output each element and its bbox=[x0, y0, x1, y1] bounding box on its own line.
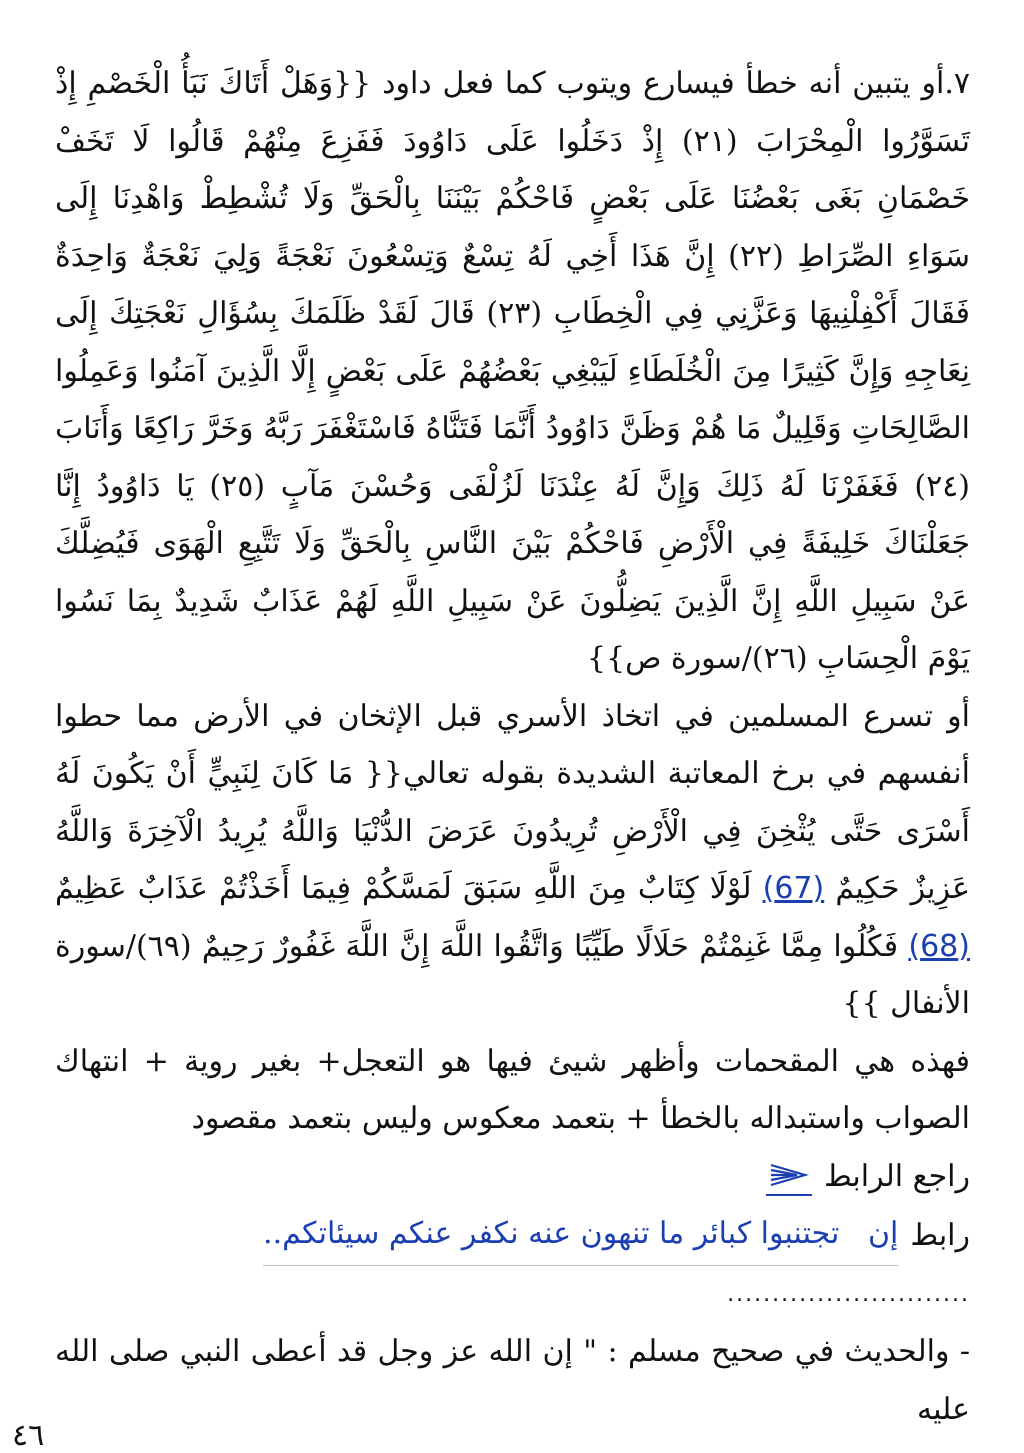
document-body bbox=[55, 55, 970, 1438]
anfal-intro: أو تسرع المسلمين في اتخاذ الأسري قبل الإثخان في الأرض مما حطوا أنفسهم في برخ المعاتبة الشديدة بقوله تعالي{{ bbox=[55, 698, 970, 791]
review-link-row bbox=[55, 1148, 970, 1206]
verse-link-prefix: إن bbox=[867, 1216, 899, 1251]
verse-ref-68-link[interactable]: (68) bbox=[908, 928, 970, 964]
verse-67: مَا كَانَ لِنَبِيٍّ أَنْ يَكُونَ لَهُ أَسْرَى حَتَّى يُثْخِنَ فِي الْأَرْضِ تُرِيدُونَ عَرَضَ الدُّنْيَا وَاللَّهُ يُرِيدُ الْآخِرَةَ وَاللَّهُ عَزِيزٌ حَكِيمٌ bbox=[55, 756, 970, 906]
section-7-paragraph bbox=[55, 55, 970, 688]
page-number: ٤٦ bbox=[12, 1418, 45, 1453]
anfal-source: /سورة الأنفال }} bbox=[55, 928, 970, 1021]
section-7-intro: ٧.أو يتبين أنه خطأ فيسارع ويتوب كما فعل داود {{ bbox=[333, 66, 970, 101]
verse-link-label: رابط bbox=[910, 1217, 970, 1253]
anfal-paragraph bbox=[55, 688, 970, 1033]
review-link-label: راجع الرابط bbox=[823, 1158, 970, 1194]
verse-68: لَوْلَا كِتَابٌ مِنَ اللَّهِ سَبَقَ لَمَسَّكُمْ فِيمَا أَخَذْتُمْ عَذَابٌ عَظِيمٌ bbox=[55, 871, 752, 906]
arrow-link-glyph bbox=[769, 1161, 809, 1189]
verse-ref-67-link[interactable]: (67) bbox=[762, 871, 825, 906]
verse-69: فَكُلُوا مِمَّا غَنِمْتُمْ حَلَالًا طَيِّبًا وَاتَّقُوا اللَّهَ إِنَّ اللَّهَ غَفُورٌ رَحِيمٌ (٦٩) bbox=[135, 928, 899, 964]
sad-source: /سورة ص}} bbox=[586, 641, 752, 676]
separator-dots: ........................... bbox=[727, 1281, 970, 1307]
arrow-link-icon[interactable] bbox=[766, 1156, 812, 1196]
verse-link-row bbox=[55, 1205, 970, 1266]
hadith-paragraph: - والحديث في صحيح مسلم : " إن الله عز وجل قد أعطى النبي صلى الله عليه bbox=[55, 1334, 970, 1427]
verse-link[interactable] bbox=[263, 1205, 898, 1266]
summary-paragraph: فهذه هي المقحمات وأظهر شيئ فيها هو التعجل+ بغير روية + انتهاك الصواب واستبداله بالخطأ + بتعمد معكوس وليس بتعمد مقصود bbox=[55, 1043, 970, 1136]
verse-link-text: تجتنبوا كبائر ما تنهون عنه نكفر عنكم سيئاتكم.. bbox=[263, 1216, 840, 1251]
sad-verses: وَهَلْ أَتَاكَ نَبَأُ الْخَصْمِ إِذْ تَسَوَّرُوا الْمِحْرَابَ (٢١) إِذْ دَخَلُوا عَلَى دَاوُودَ فَفَزِعَ مِنْهُمْ قَالُوا لَا تَخَفْ خَصْمَانِ بَغَى بَعْضُنَا عَلَى بَعْضٍ فَاحْكُمْ بَيْنَنَا بِالْحَقِّ وَلَا تُشْطِطْ وَاهْدِنَا إِلَى سَوَاءِ الصِّرَاطِ (٢٢) إِنَّ هَذَا أَخِي لَهُ تِسْعٌ وَتِسْعُونَ نَعْجَةً وَلِيَ نَعْجَةٌ وَاحِدَةٌ فَقَالَ أَكْفِلْنِيهَا وَعَزَّنِي فِي الْخِطَابِ (٢٣) قَالَ لَقَدْ ظَلَمَكَ بِسُؤَالِ نَعْجَتِكَ إِلَى نِعَاجِهِ وَإِنَّ كَثِيرًا مِنَ الْخُلَطَاءِ لَيَبْغِي بَعْضُهُمْ عَلَى بَعْضٍ إِلَّا الَّذِينَ آمَنُوا وَعَمِلُوا الصَّالِحَاتِ وَقَلِيلٌ مَا هُمْ وَظَنَّ دَاوُودُ أَنَّمَا فَتَنَّاهُ فَاسْتَغْفَرَ رَبَّهُ وَخَرَّ رَاكِعًا وَأَنَابَ (٢٤) فَغَفَرْنَا لَهُ ذَلِكَ وَإِنَّ لَهُ عِنْدَنَا لَزُلْفَى وَحُسْنَ مَآبٍ (٢٥) يَا دَاوُودُ إِنَّا جَعَلْنَاكَ خَلِيفَةً فِي الْأَرْضِ فَاحْكُمْ بَيْنَ النَّاسِ بِالْحَقِّ وَلَا تَتَّبِعِ الْهَوَى فَيُضِلَّكَ عَنْ سَبِيلِ اللَّهِ إِنَّ الَّذِينَ يَضِلُّونَ عَنْ سَبِيلِ اللَّهِ لَهُمْ عَذَابٌ شَدِيدٌ بِمَا نَسُوا يَوْمَ الْحِسَابِ (٢٦) bbox=[55, 66, 971, 676]
